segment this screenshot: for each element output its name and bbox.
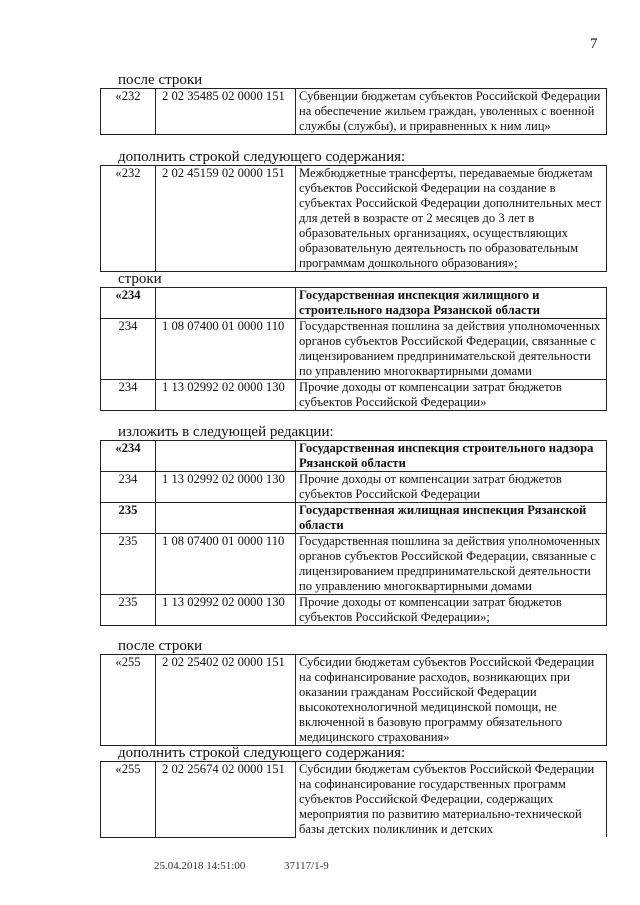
income-description: Прочие доходы от компенсации затрат бюджетов субъектов Российской Федерации»; [296,595,607,626]
table-row [101,288,607,319]
row-number: 235 [101,595,156,626]
table-row [101,441,607,472]
budget-code: 1 13 02992 02 0000 130 [156,380,296,411]
section-table [100,287,607,411]
table-row [101,595,607,626]
table-row [101,89,607,135]
table-row [101,166,607,272]
budget-code: 1 08 07400 01 0000 110 [156,319,296,380]
section-heading: после строки [118,72,203,88]
footer-doc-id: 37117/1-9 [284,860,329,872]
administrator-name: Государственная инспекция строительного надзора Рязанской области [296,441,607,472]
page-number: 7 [590,36,598,52]
table-row [101,380,607,411]
row-number: «255 [101,762,156,838]
section-table [100,88,607,135]
table-row [101,319,607,380]
income-description: Прочие доходы от компенсации затрат бюджетов субъектов Российской Федерации [296,472,607,503]
table-row [101,655,607,746]
income-description: Межбюджетные трансферты, передаваемые бюджетам субъектов Российской Федерации на создание в субъектах Российской Федерации дополнительных мест для детей в возрасте от 2 месяцев до 3 лет в образовательных организациях, осуществляющих образовательную деятельность по образовательным программам дошкольного образования»; [296,166,607,272]
section-table [100,654,607,746]
section-heading: строки [118,271,162,287]
table-row [101,472,607,503]
budget-code: 2 02 25674 02 0000 151 [156,762,296,838]
budget-code [156,441,296,472]
section-table [100,761,607,838]
row-number: 235 [101,503,156,534]
section-heading: изложить в следующей редакции: [118,424,334,440]
income-description: Субвенции бюджетам субъектов Российской Федерации на обеспечение жильем граждан, уволенных с военной службы (службы), и приравненных к ним лиц» [296,89,607,135]
section-table [100,165,607,272]
budget-code: 1 08 07400 01 0000 110 [156,534,296,595]
income-description: Государственная пошлина за действия уполномоченных органов субъектов Российской Федерации, связанные с лицензированием предпринимательской деятельности по управлению многоквартирными домами [296,319,607,380]
table-row [101,762,607,838]
income-description: Прочие доходы от компенсации затрат бюджетов субъектов Российской Федерации» [296,380,607,411]
administrator-name: Государственная жилищная инспекция Рязанской области [296,503,607,534]
row-number: «232 [101,89,156,135]
row-number: «232 [101,166,156,272]
row-number: 234 [101,319,156,380]
row-number: 235 [101,534,156,595]
row-number: «255 [101,655,156,746]
table-row [101,534,607,595]
section-heading: дополнить строкой следующего содержания: [118,745,406,761]
row-number: «234 [101,288,156,319]
section-heading: дополнить строкой следующего содержания: [118,149,406,165]
row-number: «234 [101,441,156,472]
income-description: Государственная пошлина за действия уполномоченных органов субъектов Российской Федерации, связанные с лицензированием предпринимательской деятельности по управлению многоквартирными домами [296,534,607,595]
budget-code: 2 02 35485 02 0000 151 [156,89,296,135]
income-description: Субсидии бюджетам субъектов Российской Федерации на софинансирование государственных программ субъектов Российской Федерации, содержащих мероприятия по развитию материально-технической базы детских поликлиник и детских [296,762,607,838]
budget-code: 2 02 25402 02 0000 151 [156,655,296,746]
income-description: Субсидии бюджетам субъектов Российской Федерации на софинансирование расходов, возникающих при оказании гражданам Российской Федерации высокотехнологичной медицинской помощи, не включенной в базовую программу обязательного медицинского страхования» [296,655,607,746]
budget-code: 1 13 02992 02 0000 130 [156,472,296,503]
budget-code: 1 13 02992 02 0000 130 [156,595,296,626]
row-number: 234 [101,472,156,503]
section-heading: после строки [118,638,203,654]
section-table [100,440,607,626]
budget-code [156,288,296,319]
budget-code [156,503,296,534]
row-number: 234 [101,380,156,411]
footer-timestamp: 25.04.2018 14:51:00 [154,860,246,872]
budget-code: 2 02 45159 02 0000 151 [156,166,296,272]
administrator-name: Государственная инспекция жилищного и строительного надзора Рязанской области [296,288,607,319]
table-row [101,503,607,534]
